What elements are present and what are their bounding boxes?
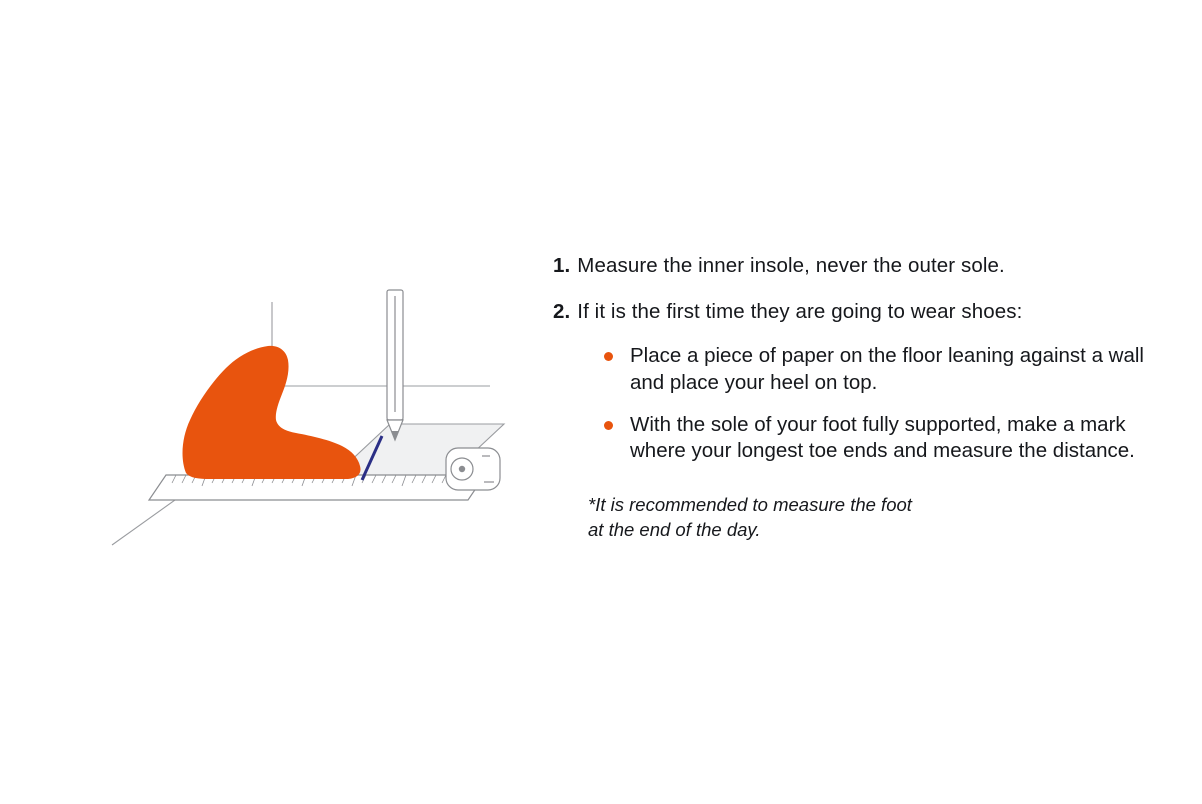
bullet-dot-icon xyxy=(604,352,613,361)
step-1-text: Measure the inner insole, never the outer sole. xyxy=(577,254,1005,277)
foot-shape xyxy=(183,346,361,479)
pencil xyxy=(387,290,403,440)
tape-measure xyxy=(446,448,500,490)
recommendation-note xyxy=(588,493,1018,543)
step-2 xyxy=(553,298,1153,326)
note-line-1: *It is recommended to measure the foot xyxy=(588,494,912,516)
wall-lines xyxy=(272,302,490,412)
instructions-panel xyxy=(553,252,1153,543)
step-1 xyxy=(553,252,1153,280)
bullet-dot-icon xyxy=(604,421,613,430)
step-1-number: 1. xyxy=(553,254,571,277)
list-item xyxy=(601,412,1153,464)
bullet-list xyxy=(601,343,1153,464)
step-2-text: If it is the first time they are going to wear shoes: xyxy=(577,299,1023,323)
bullet-text: With the sole of your foot fully supported, make a mark where your longest toe ends and measure the distance. xyxy=(630,412,1135,463)
foot-measuring-illustration xyxy=(90,270,530,570)
step-2-number: 2. xyxy=(553,299,571,323)
list-item xyxy=(601,343,1153,395)
note-line-2: at the end of the day. xyxy=(588,519,761,541)
bullet-text: Place a piece of paper on the floor leaning against a wall and place your heel on top. xyxy=(630,344,1144,394)
